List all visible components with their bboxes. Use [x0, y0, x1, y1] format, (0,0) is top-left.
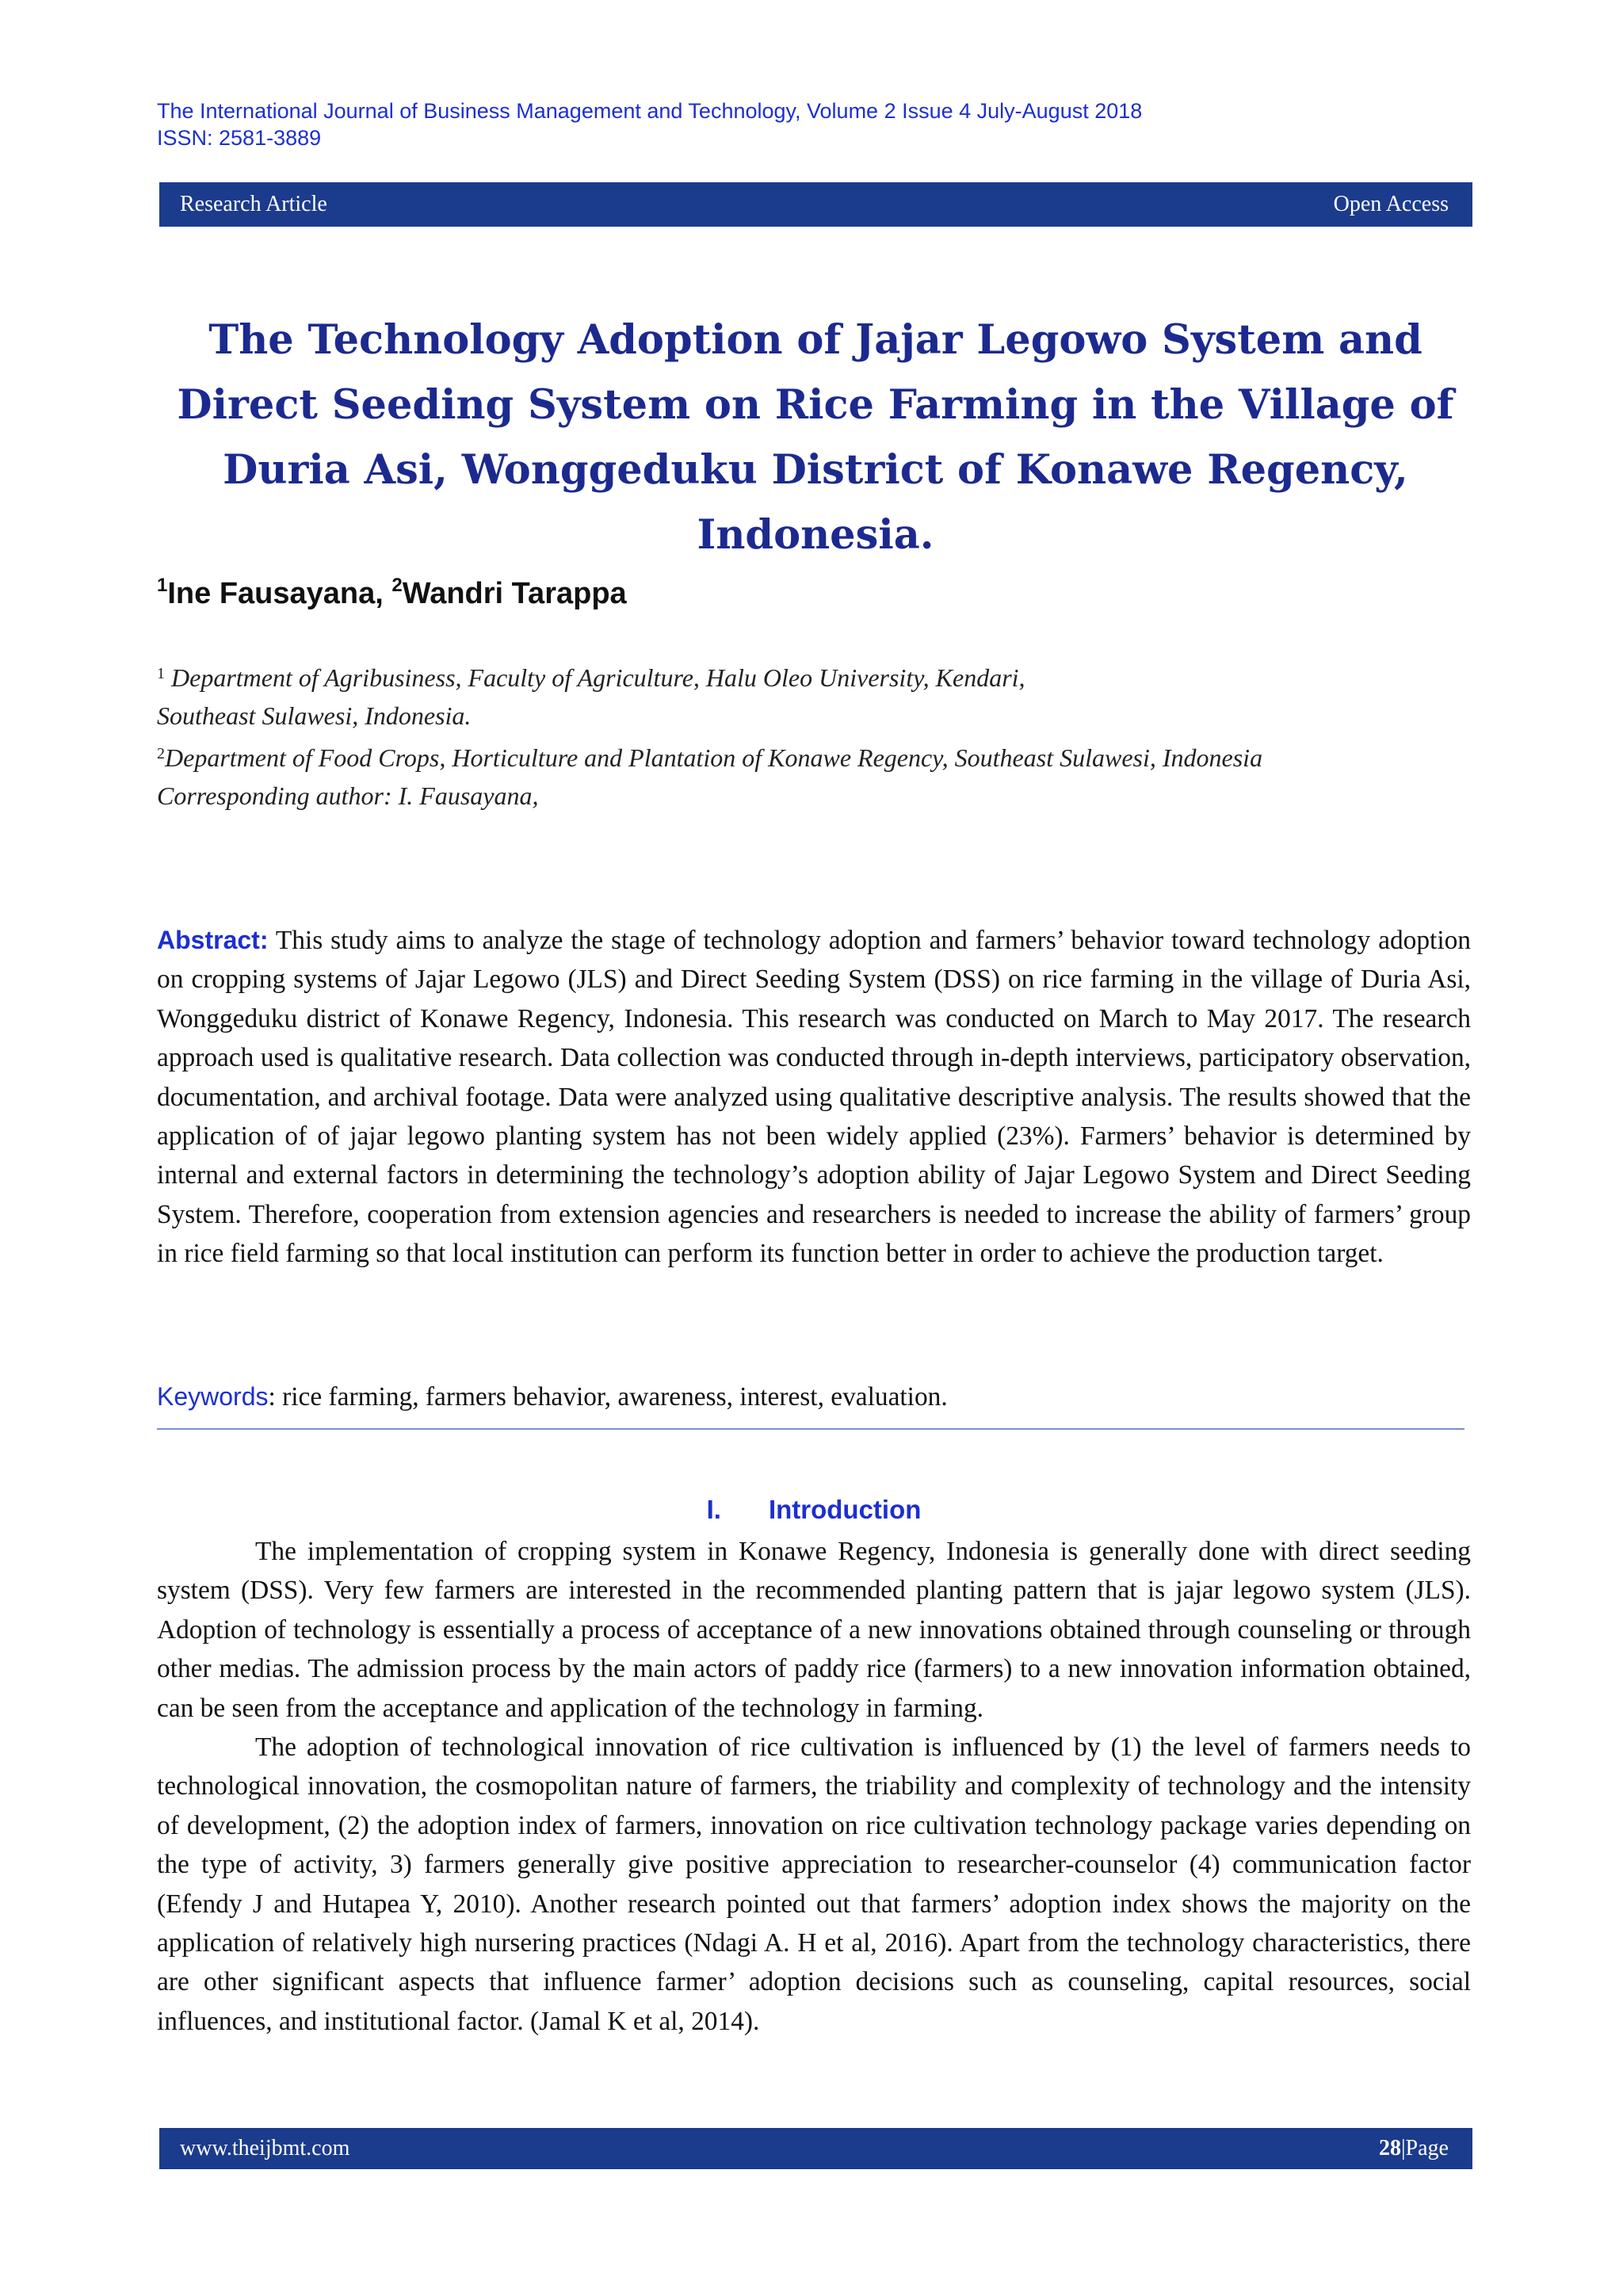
- page-number: [1379, 2136, 1449, 2161]
- abstract-label: Abstract:: [157, 926, 269, 954]
- affiliations: [157, 655, 1472, 815]
- abstract: [157, 921, 1471, 1274]
- affiliation-1-line-2: Southeast Sulawesi, Indonesia.: [157, 701, 472, 730]
- affiliation-1: [157, 655, 1472, 697]
- footer-website-link[interactable]: www.theijbmt.com: [180, 2136, 350, 2160]
- keywords-text: : rice farming, farmers behavior, awareness, interest, evaluation.: [268, 1382, 948, 1412]
- affiliation-2-text: Department of Food Crops, Horticulture and Plantation of Konawe Regency, Southeast Sulawesi, Indonesia: [165, 743, 1263, 772]
- affiliation-1-number: 1: [157, 665, 165, 682]
- affiliation-2-number: 2: [157, 745, 165, 762]
- affiliation-2: [157, 735, 1472, 777]
- journal-citation: The International Journal of Business Management and Technology, Volume 2 Issue 4 July-August 2018: [157, 99, 1143, 123]
- corresponding-author: Corresponding author: I. Fausayana,: [157, 781, 539, 810]
- author-2-name: Wandri Tarappa: [402, 577, 627, 610]
- keywords-paragraph: [157, 1377, 1471, 1416]
- author-1-name: Ine Fausayana,: [167, 577, 384, 610]
- section-number: I.: [706, 1495, 721, 1524]
- access-label: Open Access: [1333, 192, 1449, 216]
- paper-title: The Technology Adoption of Jajar Legowo System and Direct Seeding System on Rice Farming in the Village of Duria Asi, Wonggeduku District of Konawe Regency, Indonesia.: [177, 316, 1454, 559]
- abstract-paragraph: [157, 921, 1471, 1274]
- article-type-band: [159, 182, 1472, 227]
- intro-paragraph-1: The implementation of cropping system in Konawe Regency, Indonesia is generally done with direct seeding system (DSS). Very few farmers are interested in the recommended planting pattern that is jajar legowo system (JLS). Adoption of technology is essentially a process of acceptance of a new innovations obtained through counseling or through other medias. The admission process by the main actors of paddy rice (farmers) to a new innovation information obtained, can be seen from the acceptance and application of the technology in farming.: [157, 1537, 1471, 1723]
- section-title: Introduction: [768, 1495, 922, 1524]
- page-number-value: 28: [1378, 2136, 1401, 2160]
- author-2-number: 2: [391, 575, 403, 596]
- keywords-label: Keywords: [157, 1382, 269, 1411]
- author-1-number: 1: [157, 575, 168, 596]
- keywords: [157, 1377, 1471, 1416]
- section-divider: [157, 1428, 1465, 1430]
- section-heading: [157, 1495, 1471, 1525]
- affiliation-1-line-1: Department of Agribusiness, Faculty of Agriculture, Halu Oleo University, Kendari,: [165, 663, 1025, 692]
- journal-issn: ISSN: 2581-3889: [157, 126, 322, 150]
- footer-band: [159, 2128, 1472, 2169]
- article-type-label: Research Article: [180, 192, 327, 216]
- author-list: [157, 575, 627, 611]
- abstract-text: This study aims to analyze the stage of technology adoption and farmers’ behavior toward technology adoption on cropping systems of Jajar Legowo (JLS) and Direct Seeding System (DSS) on rice farming in the village of Duria Asi, Wonggeduku district of Konawe Regency, Indonesia. This research was conducted on March to May 2017. The research approach used is qualitative research. Data collection was conducted through in-depth interviews, participatory observation, documentation, and archival footage. Data were analyzed using qualitative descriptive analysis. The results showed that the application of of jajar legowo planting system has not been widely applied (23%). Farmers’ behavior is determined by internal and external factors in determining the technology’s adoption ability of Jajar Legowo System and Direct Seeding System. Therefore, cooperation from extension agencies and researchers is needed to increase the ability of farmers’ group in rice field farming so that local institution can perform its function better in order to achieve the production target.: [157, 926, 1471, 1269]
- page-label: |Page: [1400, 2136, 1449, 2160]
- intro-paragraph-2: The adoption of technological innovation of rice cultivation is influenced by (1) the level of farmers needs to technological innovation, the cosmopolitan nature of farmers, the triability and complexity of technology and the intensity of development, (2) the adoption index of farmers, innovation on rice cultivation technology package varies depending on the type of activity, 3) farmers generally give positive appreciation to researcher-counselor (4) communication factor (Efendy J and Hutapea Y, 2010). Another research pointed out that farmers’ adoption index shows the majority on the application of relatively high nursering practices (Ndagi A. H et al, 2016). Apart from the technology characteristics, there are other significant aspects that influence farmer’ adoption decisions such as counseling, capital resources, social influences, and institutional factor. (Jamal K et al, 2014).: [157, 1733, 1471, 2036]
- introduction-body: [157, 1532, 1471, 2041]
